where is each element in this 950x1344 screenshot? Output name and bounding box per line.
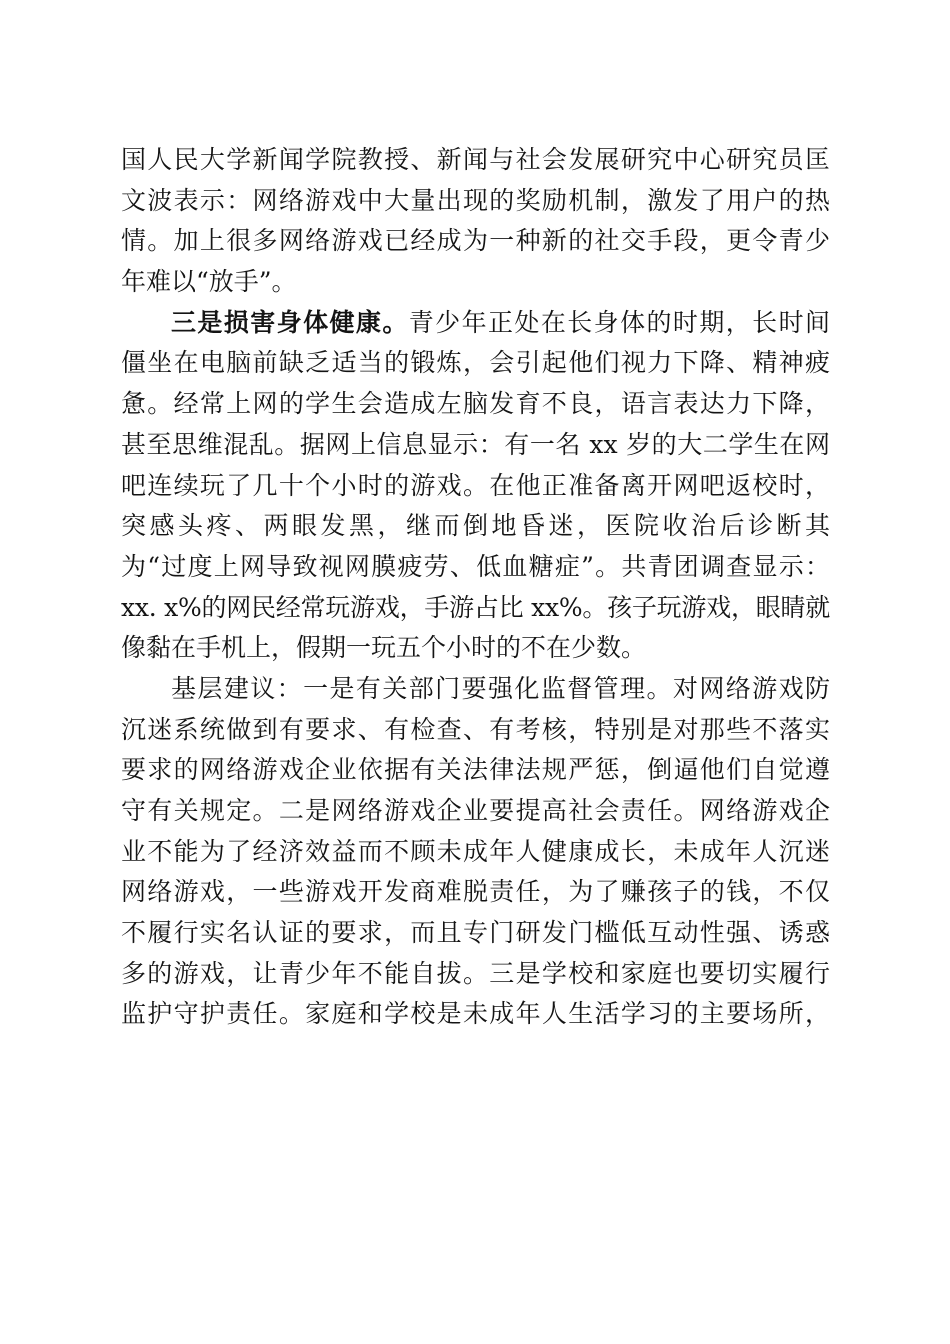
text-line: 情。加上很多网络游戏已经成为一种新的社交手段，更令青少 (121, 226, 830, 256)
text-line: 监护守护责任。家庭和学校是未成年人生活学习的主要场所， (121, 999, 830, 1029)
text-line: 突感头疼、两眼发黑，继而倒地昏迷，医院收治后诊断其 (121, 511, 830, 541)
text-line: 吧连续玩了几十个小时的游戏。在他正准备离开网吧返校时， (121, 470, 830, 500)
text-line: 甚至思维混乱。据网上信息显示：有一名 xx 岁的大二学生在网 (121, 429, 830, 459)
text-line: 像黏在手机上，假期一玩五个小时的不在少数。 (121, 633, 647, 663)
text-line: xx. x%的网民经常玩游戏，手游占比 xx%。孩子玩游戏，眼睛就 (121, 592, 830, 622)
text-line: 要求的网络游戏企业依据有关法律法规严惩，倒逼他们自觉遵 (121, 755, 830, 785)
text-line: 多的游戏，让青少年不能自拔。三是学校和家庭也要切实履行 (121, 958, 830, 988)
text-line: 文波表示：网络游戏中大量出现的奖励机制，激发了用户的热 (121, 185, 830, 215)
paragraph-first-line: 基层建议：一是有关部门要强化监督管理。对网络游戏防 (171, 673, 830, 703)
text-line: 惫。经常上网的学生会造成左脑发育不良，语言表达力下降， (121, 389, 830, 419)
text-line: 不履行实名认证的要求，而且专门研发门槛低互动性强、诱惑 (121, 918, 830, 948)
text-line: 年难以“放手”。 (121, 267, 297, 297)
text-line: 业不能为了经济效益而不顾未成年人健康成长，未成年人沉迷 (121, 836, 830, 866)
text-line: 守有关规定。二是网络游戏企业要提高社会责任。网络游戏企 (121, 796, 830, 825)
text-fragment: 青少年正处在长身体的时期，长时间 (408, 307, 830, 337)
text-line: 沉迷系统做到有要求、有检查、有考核，特别是对那些不落实 (121, 714, 830, 744)
body-text (121, 140, 830, 1035)
text-line: 网络游戏，一些游戏开发商难脱责任，为了赚孩子的钱，不仅 (121, 877, 830, 907)
paragraph-lead-heading: 三是损害身体健康。 (171, 307, 409, 337)
text-line: 为“过度上网导致视网膜疲劳、低血糖症”。共青团调查显示： (121, 551, 830, 581)
text-line: 僵坐在电脑前缺乏适当的锻炼，会引起他们视力下降、精神疲 (121, 348, 830, 378)
text-line: 国人民大学新闻学院教授、新闻与社会发展研究中心研究员匡 (121, 145, 830, 174)
paragraph-first-line (121, 303, 830, 344)
